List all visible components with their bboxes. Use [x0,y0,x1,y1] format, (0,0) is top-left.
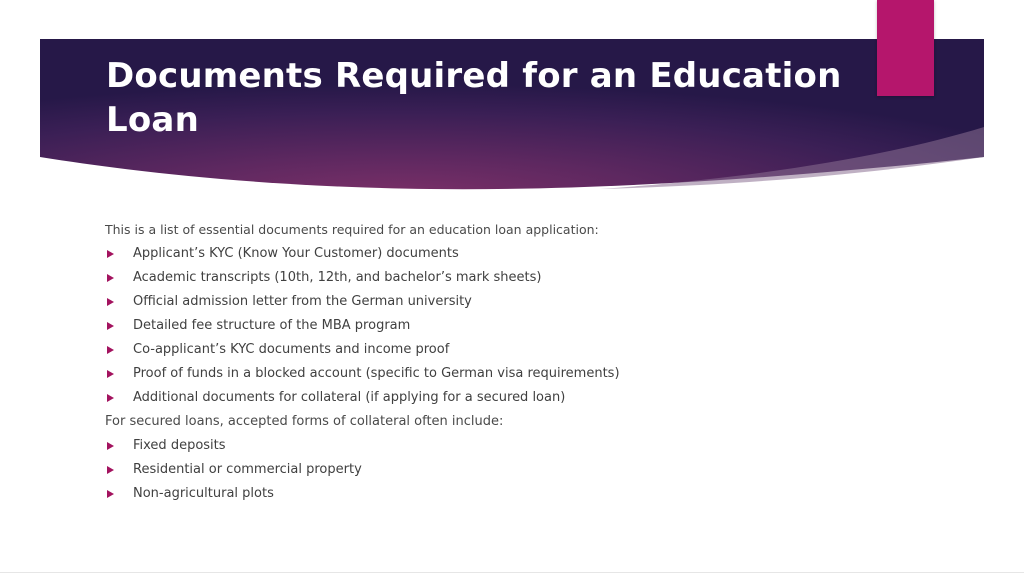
triangle-bullet-icon [107,346,114,354]
list-item-text: Applicant’s KYC (Know Your Customer) documents [133,246,459,261]
triangle-bullet-icon [107,250,114,258]
collateral-intro-text: For secured loans, accepted forms of collateral often include: [105,414,504,429]
list-item [105,314,925,338]
list-item [105,362,925,386]
intro-text: This is a list of essential documents required for an education loan application: [105,222,599,237]
triangle-bullet-icon [107,442,114,450]
slide-body [105,218,925,506]
list-item [105,266,925,290]
accent-tab [877,0,934,96]
list-item [105,290,925,314]
list-item [105,482,925,506]
list-item-text: Residential or commercial property [133,462,362,477]
list-item [105,458,925,482]
triangle-bullet-icon [107,466,114,474]
triangle-bullet-icon [107,322,114,330]
triangle-bullet-icon [107,274,114,282]
collateral-list [105,434,925,506]
list-item [105,434,925,458]
list-item-text: Co-applicant’s KYC documents and income proof [133,342,450,357]
list-item [105,386,925,410]
list-item-text: Detailed fee structure of the MBA program [133,318,411,333]
list-item-text: Non-agricultural plots [133,486,274,501]
list-item [105,242,925,266]
triangle-bullet-icon [107,394,114,402]
list-item-text: Official admission letter from the German university [133,294,472,309]
list-item [105,338,925,362]
document-list [105,242,925,410]
triangle-bullet-icon [107,370,114,378]
triangle-bullet-icon [107,490,114,498]
list-item-text: Academic transcripts (10th, 12th, and bachelor’s mark sheets) [133,270,542,285]
slide-title: Documents Required for an Education Loan [106,56,842,140]
triangle-bullet-icon [107,298,114,306]
list-item-text: Proof of funds in a blocked account (specific to German visa requirements) [133,366,620,381]
list-item-text: Fixed deposits [133,438,226,453]
bottom-divider [0,572,1024,573]
list-item-text: Additional documents for collateral (if applying for a secured loan) [133,390,566,405]
